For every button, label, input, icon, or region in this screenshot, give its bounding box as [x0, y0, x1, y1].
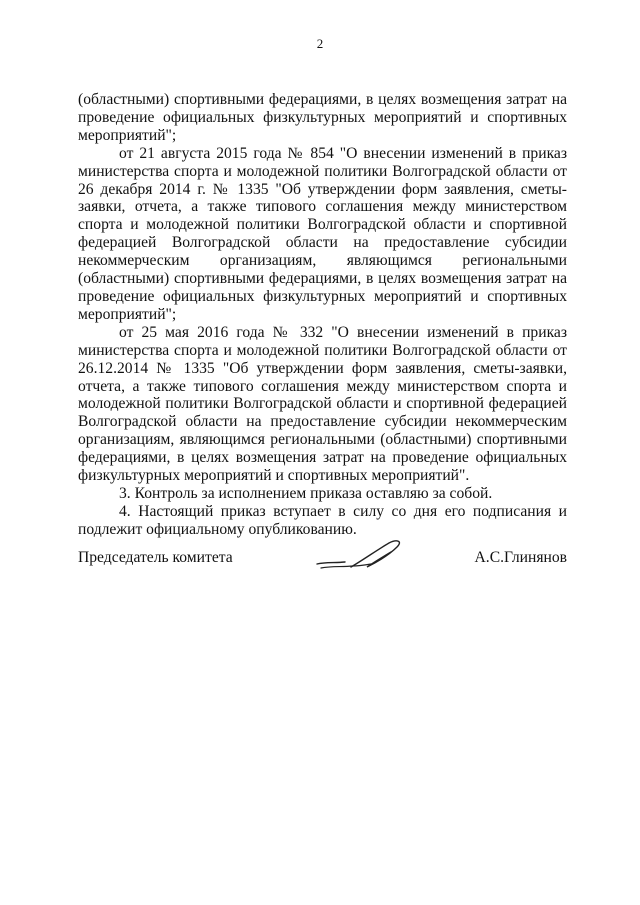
signature-block: [78, 542, 567, 582]
document-body: [78, 91, 567, 539]
handwritten-signature: [311, 536, 411, 578]
paragraph-item-4: 4. Настоящий приказ вступает в силу со дня его подписания и подлежит официальному опубликованию.: [78, 502, 567, 538]
paragraph-order-332: от 25 мая 2016 года № 332 "О внесении изменений в приказ министерства спорта и молодежной политики Волгоградской области от 26.12.2014 № 1335 "Об утверждении форм заявления, сметы-заявки, отчета, а также типового соглашения между министерством спорта и молодежной политики Волгоградской области и спортивной федерацией Волгоградской области на предоставление субсидии некоммерческим организациям, являющимся региональными (областными) спортивными федерациями, в целях возмещения затрат на проведение официальных физкультурных мероприятий и спортивных мероприятий".: [78, 323, 567, 485]
paragraph-order-854: от 21 августа 2015 года № 854 "О внесении изменений в приказ министерства спорта и молодежной политики Волгоградской области от 26 декабря 2014 г. № 1335 "Об утверждении форм заявления, сметы-заявки, отчета, а также типового соглашения между министерством спорта и молодежной политики Волгоградской области и спортивной федерацией Волгоградской области на предоставление субсидии некоммерческим организациям, являющимся региональными (областными) спортивными федерациями, в целях возмещения затрат на проведение официальных физкультурных мероприятий и спортивных мероприятий";: [78, 144, 567, 323]
page-number: 2: [316, 36, 324, 51]
paragraph-continuation: (областными) спортивными федерациями, в целях возмещения затрат на проведение официальных физкультурных мероприятий и спортивных мероприятий";: [78, 91, 567, 144]
paragraph-item-3: 3. Контроль за исполнением приказа оставляю за собой.: [119, 484, 493, 502]
signer-name: А.С.Глинянов: [474, 549, 567, 566]
signer-title: Председатель комитета: [78, 549, 233, 566]
